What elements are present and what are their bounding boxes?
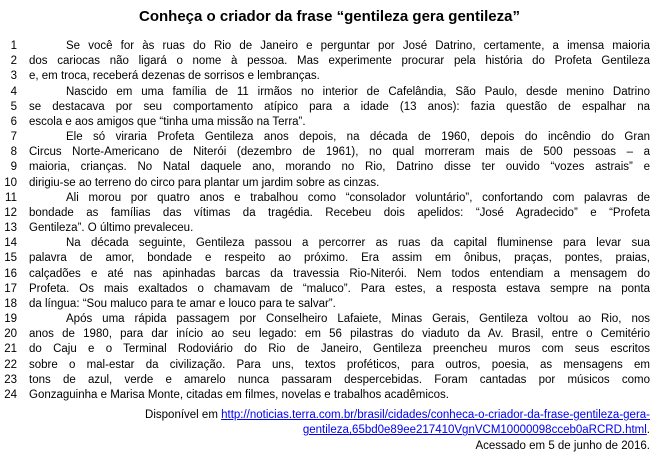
line-text: Ele só viraria Profeta Gentileza anos depois, na década de 1960, depois do incêndio do Gran [66, 131, 650, 144]
text-line [0, 251, 650, 266]
line-text: dos cariocas não ligará o nome à pessoa. Mas experimente procurar pela história do Profeta Gentileza [29, 55, 650, 68]
text-line [0, 373, 650, 388]
line-number: 6 [10, 115, 17, 128]
text-line [0, 388, 650, 403]
line-text: maioria, crianças. No Natal daquele ano, morando no Rio, Datrino disse ter ouvido “vozes astrais” e [29, 161, 650, 174]
text-line [0, 358, 650, 373]
access-date: Acessado em 5 de junho de 2016. [475, 439, 650, 452]
line-text: e, em troca, receberá dezenas de sorrisos e lembranças. [29, 70, 320, 83]
line-text: da língua: “Sou maluco para te amar e louco para te salvar”. [29, 297, 336, 310]
source-link[interactable] [221, 409, 650, 436]
line-text: do Caju e o Terminal Rodoviário do Rio de Janeiro, Gentileza preencheu muros com seus escritos [29, 343, 650, 356]
line-text: anos de 1980, para dar início ao seu legado: em 56 pilastras do viaduto da Av. Brasil, entre o Cemitério [29, 328, 650, 341]
line-text: Gonzaguinha e Marisa Monte, citadas em filmes, novelas e trabalhos acadêmicos. [29, 388, 449, 401]
line-number: 1 [10, 40, 17, 52]
line-number: 16 [4, 267, 17, 280]
page-title: Conheça o criador da frase “gentileza gera gentileza” [139, 8, 520, 25]
line-number: 4 [10, 85, 17, 98]
line-number: 18 [4, 297, 17, 310]
text-line [0, 100, 650, 115]
text-line [0, 206, 650, 221]
line-number: 2 [10, 55, 17, 68]
line-text: Na década seguinte, Gentileza passou a percorrer as ruas da capital fluminense para levar sua [66, 237, 650, 250]
text-line [0, 342, 650, 357]
text-line [0, 145, 650, 160]
line-text: Nascido em uma família de 11 irmãos no interior de Cafelândia, São Paulo, desde menino Datrino [66, 85, 650, 98]
text-line [0, 69, 650, 84]
text-line [0, 176, 650, 191]
line-number: 11 [5, 191, 17, 204]
source-link-line1: http://noticias.terra.com.br/brasil/cidades/conheca-o-criador-da-frase-gentileza-gera- [221, 409, 650, 422]
line-number: 14 [4, 237, 17, 250]
line-number: 9 [10, 161, 17, 174]
line-number: 22 [4, 358, 17, 371]
text-line [0, 327, 650, 342]
line-number: 13 [4, 222, 17, 235]
source-link-line2: gentileza,65bd0e89ee217410VgnVCM10000098cceb0aRCRD.html [302, 424, 647, 437]
line-number: 12 [4, 206, 17, 219]
line-text: dirigiu-se ao terreno do circo para plantar um jardim sobre as cinzas. [29, 176, 380, 189]
text-line [0, 236, 650, 251]
line-text: Ali morou por quatro anos e trabalhou como “consolador voluntário”, confortando com palavras de [66, 191, 650, 204]
text-line [0, 221, 650, 236]
text-line [0, 85, 650, 100]
text-line [0, 130, 650, 145]
line-text: Profeta. Os mais exaltados o chamavam de “maluco”. Para estes, a resposta estava sempre na ponta [29, 282, 650, 295]
line-number: 15 [4, 252, 17, 265]
line-number: 5 [10, 100, 17, 113]
line-text: bondade as famílias das vítimas da tragédia. Recebeu dois apelidos: “José Agradecido” e “Profeta [29, 206, 650, 219]
line-text: Gentileza”. O último prevaleceu. [29, 222, 194, 235]
line-number: 23 [4, 373, 17, 386]
line-text: tons de azul, verde e amarelo nunca passaram despercebidas. Foram cantadas por músicos como [29, 373, 650, 386]
text-line [0, 39, 650, 54]
line-text: escola e aos amigos que “tinha uma missão na Terra”. [29, 115, 306, 128]
source-prefix: Disponível em [145, 409, 222, 422]
line-text: Se você for às ruas do Rio de Janeiro e perguntar por José Datrino, certamente, a imensa maioria [66, 40, 650, 52]
text-line [0, 160, 650, 175]
line-number: 17 [4, 282, 17, 295]
text-line [0, 267, 650, 282]
line-text: Circus Norte-Americano de Niterói (dezembro de 1961), no qual morreram mais de 500 pessoas – a [29, 146, 650, 159]
text-body [0, 39, 650, 403]
line-text: se destacava por seu comportamento atípico para a idade (13 anos): fazia questão de espalhar na [29, 100, 650, 113]
line-text: sobre o mal-estar da civilização. Para uns, textos proféticos, para outros, poesia, as mensagens em [29, 358, 650, 371]
text-line [0, 115, 650, 130]
line-number: 10 [4, 176, 17, 189]
line-number: 19 [4, 313, 17, 326]
line-text: calçadões e até nas apinhadas barcas da travessia Rio-Niterói. Nem todos entendiam a mensagem do [29, 267, 650, 280]
line-text: Após uma rápida passagem por Conselheiro Lafaiete, Minas Gerais, Gentileza voltou ao Rio, nos [66, 313, 650, 326]
line-number: 8 [10, 146, 17, 159]
line-number: 21 [4, 343, 17, 356]
text-line [0, 282, 650, 297]
line-text: palavra de amor, bondade e respeito ao próximo. Era assim em ônibus, praças, pontes, praias, [29, 252, 650, 265]
source-citation [0, 408, 650, 454]
line-number: 7 [10, 131, 17, 144]
line-number: 24 [4, 388, 17, 401]
source-suffix: . [646, 424, 650, 437]
text-line [0, 54, 650, 69]
line-number: 20 [4, 328, 17, 341]
text-line [0, 297, 650, 312]
text-line [0, 312, 650, 327]
line-number: 3 [10, 70, 17, 83]
text-line [0, 191, 650, 206]
